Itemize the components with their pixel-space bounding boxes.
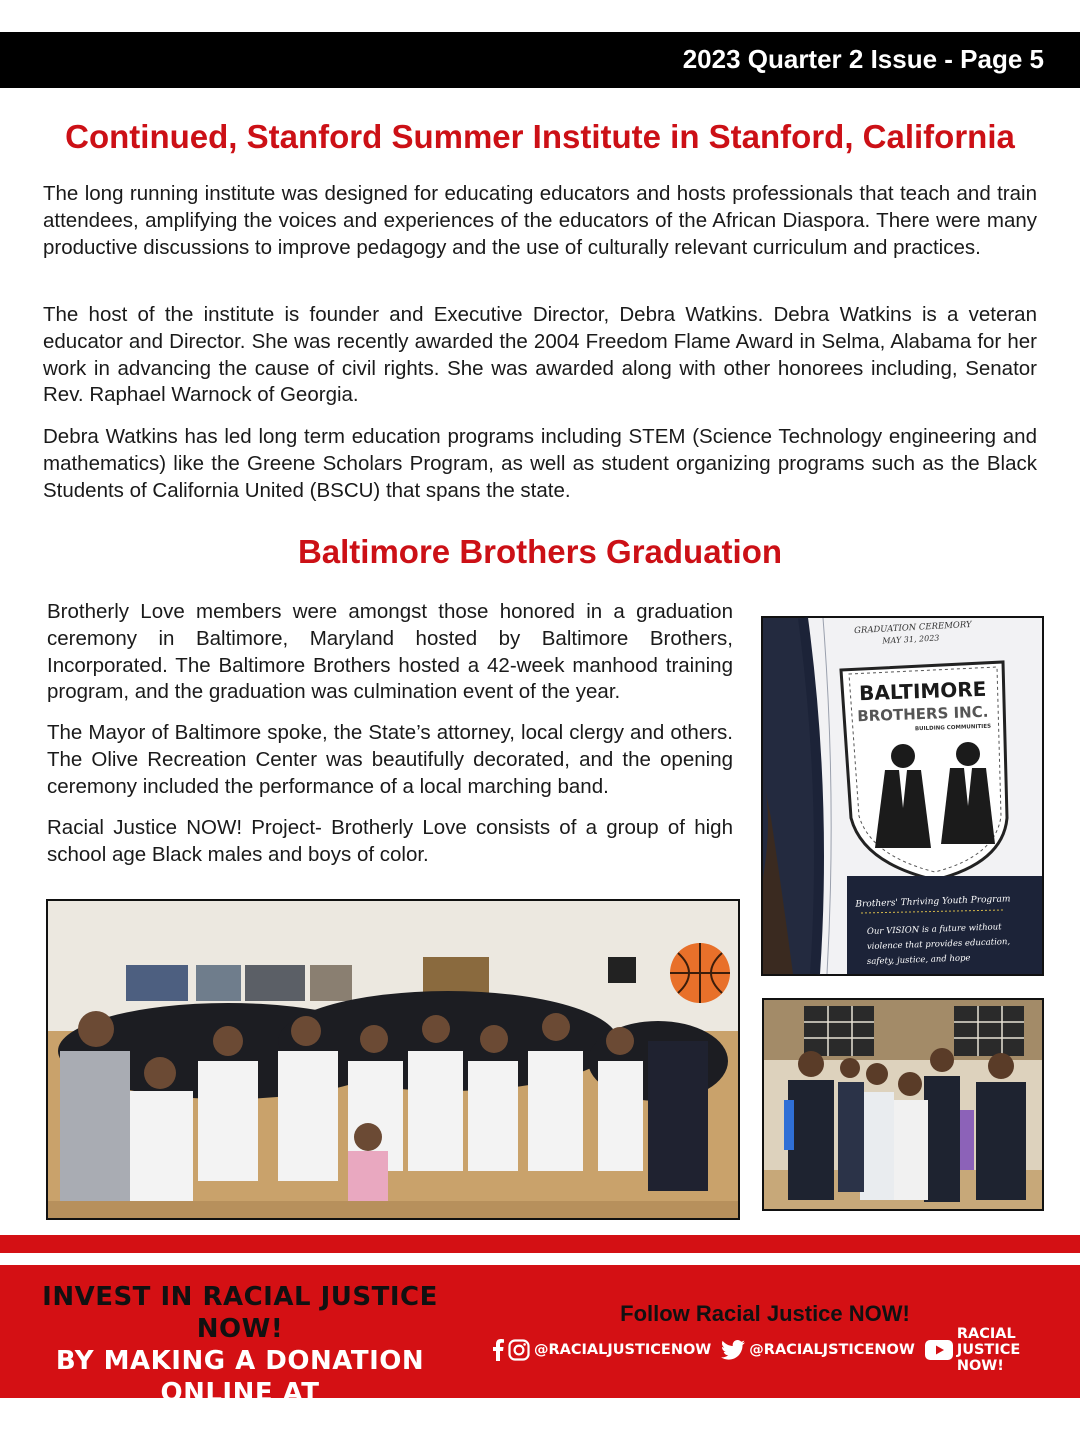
- graduation-program-photo: [761, 616, 1044, 976]
- program-vision-line: safety, justice, and hope: [866, 953, 971, 967]
- program-illustration: [763, 618, 1042, 974]
- donation-line: INVEST IN RACIAL JUSTICE NOW!: [42, 1282, 438, 1344]
- program-tagline: BUILDING COMMUNITIES: [914, 723, 992, 733]
- instagram-icon[interactable]: [508, 1339, 530, 1361]
- article-title-stanford: Continued, Stanford Summer Institute in Stanford, California: [65, 118, 1015, 155]
- footer-banner: [0, 1265, 1080, 1440]
- social-links: [492, 1326, 1052, 1374]
- youtube-icon[interactable]: [925, 1340, 953, 1360]
- issue-label: 2023 Quarter 2 Issue - Page 5: [682, 44, 1044, 74]
- donation-url[interactable]: RJNDMV.ORG/DONATE: [76, 1410, 404, 1440]
- program-vision-line: violence that provides education,: [866, 937, 1011, 952]
- students-team-photo: [762, 998, 1044, 1211]
- donation-callout: [30, 1281, 450, 1441]
- youtube-channel[interactable]: RACIAL JUSTICE NOW!: [956, 1326, 1021, 1374]
- twitter-icon[interactable]: [721, 1340, 745, 1360]
- article-paragraph: Brotherly Love members were amongst those honored in a graduation ceremony in Baltimore, Maryland hosted by Baltimore Brothers, Incorporated. The Baltimore Brothers hosted a 42-week manhood training program, and the graduation was culmination event of the year.: [47, 600, 733, 704]
- program-org-line1: BALTIMORE: [858, 676, 987, 706]
- article-title-baltimore: Baltimore Brothers Graduation: [297, 533, 783, 570]
- group-photo-illustration: [48, 901, 738, 1218]
- article-paragraph: The host of the institute is founder and Executive Director, Debra Watkins. Debra Watkins is a veteran educator and Director. She was recently awarded the 2004 Freedom Flame Award in Selma, Alabama for her work in advancing the cause of civil rights. She was awarded along with other honorees including, Senator Rev. Raphael Warnock of Georgia.: [43, 303, 1037, 407]
- twitter-handle[interactable]: @RACIALJSTICENOW: [749, 1342, 915, 1358]
- program-date: MAY 31, 2023: [882, 633, 940, 646]
- facebook-icon[interactable]: [492, 1339, 504, 1361]
- program-org-line2: BROTHERS INC.: [856, 702, 989, 726]
- facebook-instagram-handle[interactable]: @RACIALJUSTICENOW: [534, 1342, 712, 1358]
- article-paragraph: The Mayor of Baltimore spoke, the State’s attorney, local clergy and others. The Olive Recreation Center was beautifully decorated, and the opening ceremony included the performance of a local marching band.: [47, 721, 733, 798]
- program-ceremony: GRADUATION CEREMORY: [853, 619, 972, 637]
- header-bar: [0, 32, 1080, 88]
- article-paragraph: Debra Watkins has led long term education programs including STEM (Science Technology engineering and mathematics) like the Greene Scholars Program, as well as student organizing programs such as the Black Students of California United (BSCU) that spans the state.: [43, 425, 1037, 502]
- footer-divider: [0, 1235, 1080, 1253]
- article-paragraph: The long running institute was designed for educating educators and hosts professionals that teach and train attendees, amplifying the voices and experiences of the educators of the African Diaspora. There were many productive discussions to improve pedagogy and the use of culturally relevant curriculum and practices.: [43, 182, 1037, 259]
- donation-line: BY MAKING A DONATION ONLINE AT: [55, 1346, 425, 1408]
- follow-heading: Follow Racial Justice NOW!: [620, 1301, 910, 1326]
- program-name: Brothers' Thriving Youth Program: [855, 894, 1011, 910]
- graduation-group-photo: [46, 899, 740, 1220]
- team-photo-illustration: [764, 1000, 1042, 1209]
- article-paragraph: Racial Justice NOW! Project- Brotherly Love consists of a group of high school age Black males and boys of color.: [47, 816, 733, 866]
- program-vision-line: Our VISION is a future without: [866, 922, 1002, 937]
